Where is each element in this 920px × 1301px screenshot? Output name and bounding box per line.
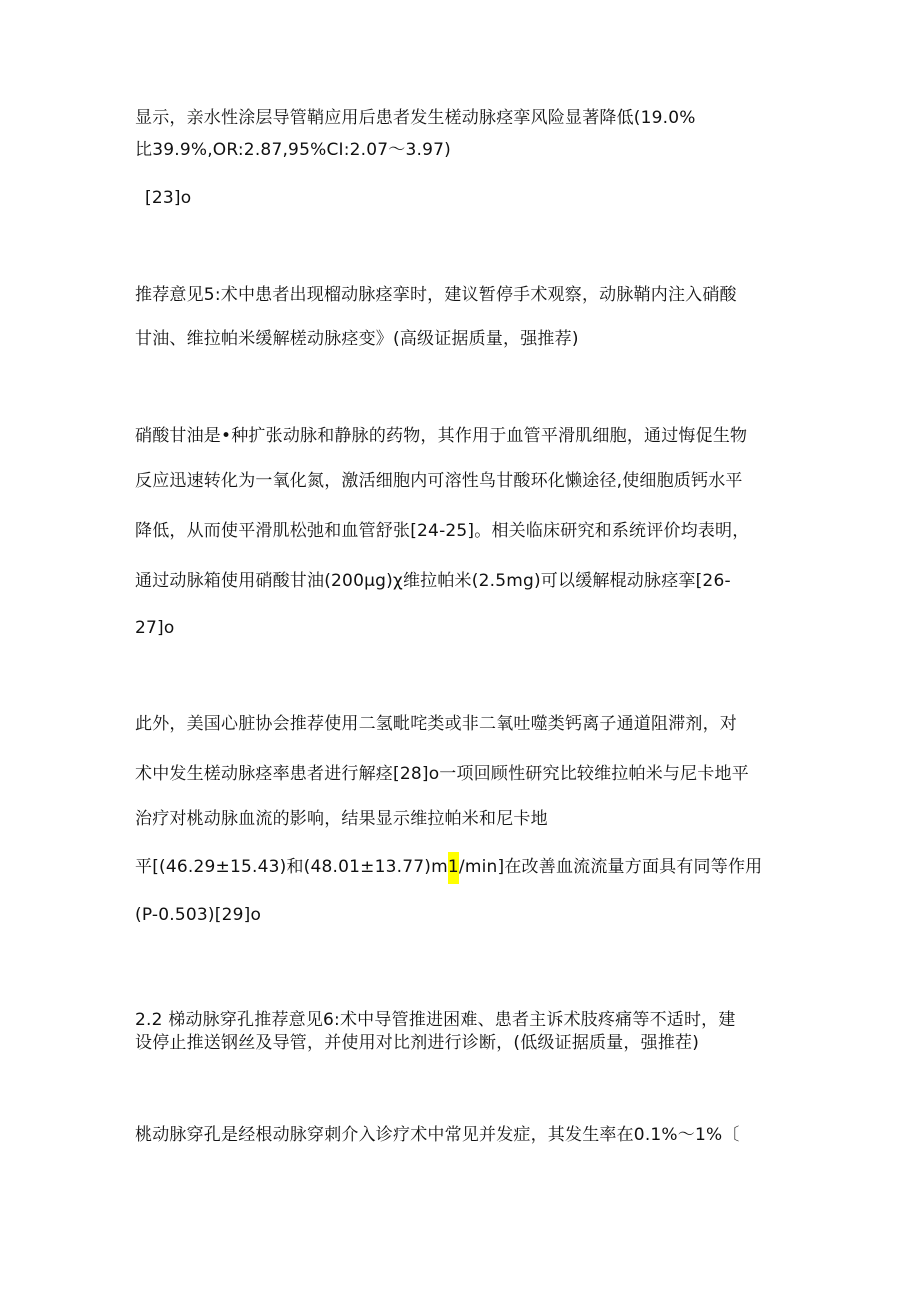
recommendation-line: 甘油、维拉帕米缓解槎动脉痉变》(高级证据质量，强推荐) [135, 329, 579, 349]
text-line: 此外，美国心脏协会推荐使用二氢毗咤类或非二氧吐噬类钙离子通道阻滞剂，对 [135, 714, 737, 734]
text-line: 显示，亲水性涂层导管鞘应用后患者发生槎动脉痉挛风险显著降低(19.0% [135, 108, 696, 128]
text-line: 硝酸甘油是•种扩张动脉和静脉的药物，其作用于血管平滑肌细胞，通过悔促生物 [135, 426, 748, 446]
text-line: 27]o [135, 618, 175, 638]
section-heading-line: 2.2 梯动脉穿孔推荐意见6:术中导管推进困难、患者主诉术肢疼痛等不适时，建 [135, 1010, 736, 1030]
recommendation-line: 推荐意见5:术中患者出现榴动脉痉挛时，建议暂停手术观察，动脉鞘内注入硝酸 [135, 285, 737, 305]
text-line: 反应迅速转化为一氧化氮，激活细胞内可溶性鸟甘酸环化懒途径,使细胞质钙水平 [135, 471, 743, 491]
text-line: 比39.9%,OR:2.87,95%CI:2.07～3.97) [135, 140, 451, 160]
citation-line: [23]o [145, 188, 192, 208]
text-line: 设停止推送钢丝及导管，并使用对比剂进行诊断，(低级证据质量，强推茬) [135, 1033, 700, 1053]
text-line: 降低，从而使平滑肌松弛和血管舒张[24-25]。相关临床研究和系统评价均表明， [135, 521, 750, 541]
highlighted-text: 1 [448, 852, 459, 884]
text-segment: 平[(46.29±15.43)和(48.01±13.77)m [135, 857, 448, 877]
text-segment: /min]在改善血流流量方面具有同等作用 [458, 857, 763, 877]
text-line: 术中发生槎动脉痉率患者进行解痉[28]o一项回顾性研究比较维拉帕米与尼卡地平 [135, 764, 749, 784]
text-line: 通过动脉箱使用硝酸甘油(200μg)χ维拉帕米(2.5mg)可以缓解棍动脉痉挛[26- [135, 571, 731, 591]
text-line: 治疗对桃动脉血流的影响，结果显示维拉帕米和尼卡地 [135, 809, 548, 829]
text-line: 桃动脉穿孔是经根动脉穿刺介入诊疗术中常见并发症，其发生率在0.1%～1%〔 [135, 1125, 740, 1145]
text-line [135, 856, 762, 878]
text-line: (P-0.503)[29]o [135, 905, 262, 925]
